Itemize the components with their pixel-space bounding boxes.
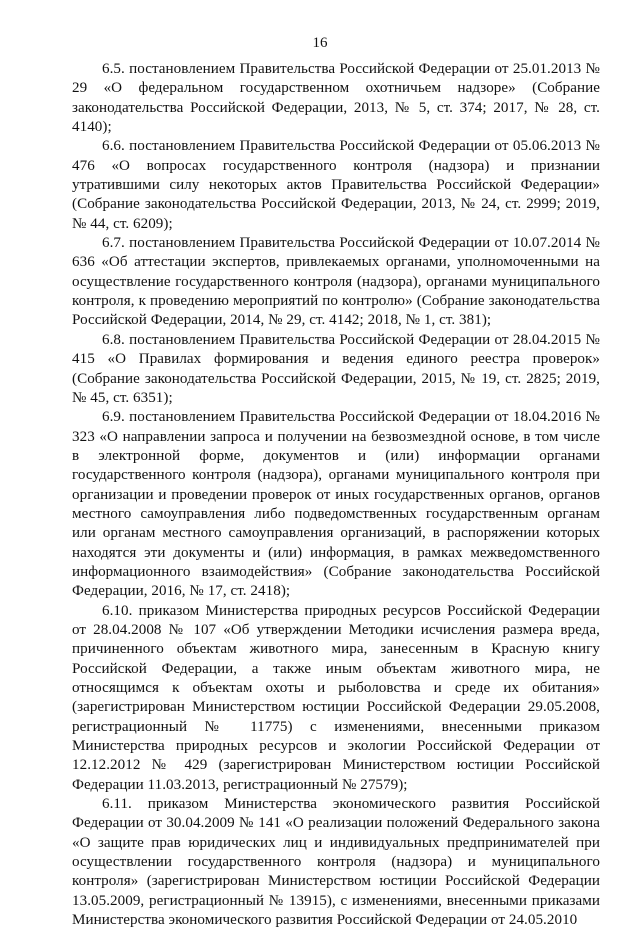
paragraph-6-6: 6.6. постановлением Правительства Российской Федерации от 05.06.2013 № 476 «О вопросах государственного контроля (надзора) и признании утратившими силу некоторых актов Правительства Российской Федерации» (Собрание законодательства Российской Федерации, 2013, № 24, ст. 2999; 2019, № 44, ст. 6209);	[72, 138, 600, 232]
document-body	[72, 60, 600, 930]
paragraph-6-7: 6.7. постановлением Правительства Российской Федерации от 10.07.2014 № 636 «Об аттестации экспертов, привлекаемых органами, уполномоченными на осуществление государственного контроля (надзора), органами муниципального контроля, к проведению мероприятий по контролю» (Собрание законодательства Российской Федерации, 2014, № 29, ст. 4142; 2018, № 1, ст. 381);	[72, 235, 600, 329]
page-number: 16	[312, 35, 328, 51]
paragraph-6-11: 6.11. приказом Министерства экономического развития Российской Федерации от 30.04.2009 № 141 «О реализации положений Федерального закона «О защите прав юридических лиц и индивидуальных предпринимателей при осуществлении государственного контроля (надзора) и муниципального контроля» (зарегистрирован Министерством юстиции Российской Федерации 13.05.2009, регистрационный № 13915), с изменениями, внесенными приказами Министерства экономического развития Российской Федерации от 24.05.2010	[72, 796, 600, 929]
paragraph-6-9: 6.9. постановлением Правительства Российской Федерации от 18.04.2016 № 323 «О направлении запроса и получении на безвозмездной основе, в том числе в электронной форме, документов и (или) информации органами государственного контроля (надзора), органами муниципального контроля при организации и проведении проверок от иных государственных органов, органов местного самоуправления либо подведомственных государственным органам или органам местного самоуправления организаций, в распоряжении которых находятся эти документы и (или) информация, в рамках межведомственного информационного взаимодействия» (Собрание законодательства Российской Федерации, 2016, № 17, ст. 2418);	[72, 409, 600, 600]
paragraph-6-8: 6.8. постановлением Правительства Российской Федерации от 28.04.2015 № 415 «О Правилах формирования и ведения единого реестра проверок» (Собрание законодательства Российской Федерации, 2015, № 19, ст. 2825; 2019, № 45, ст. 6351);	[72, 331, 600, 406]
paragraph-6-10: 6.10. приказом Министерства природных ресурсов Российской Федерации от 28.04.2008 № 107 «Об утверждении Методики исчисления размера вреда, причиненного объектам животного мира, занесенным в Красную книгу Российской Федерации, а также иным объектам животного мира, не относящимся к объектам охоты и рыболовства и среде их обитания» (зарегистрирован Министерством юстиции Российской Федерации 29.05.2008, регистрационный № 11775) с изменениями, внесенными приказом Министерства природных ресурсов и экологии Российской Федерации от 12.12.2012 № 429 (зарегистрирован Министерством юстиции Российской Федерации 11.03.2013, регистрационный № 27579);	[72, 602, 600, 793]
paragraph-6-5: 6.5. постановлением Правительства Российской Федерации от 25.01.2013 № 29 «О федеральном государственном охотничьем надзоре» (Собрание законодательства Российской Федерации, 2013, № 5, ст. 374; 2017, № 28, ст. 4140);	[72, 61, 600, 136]
